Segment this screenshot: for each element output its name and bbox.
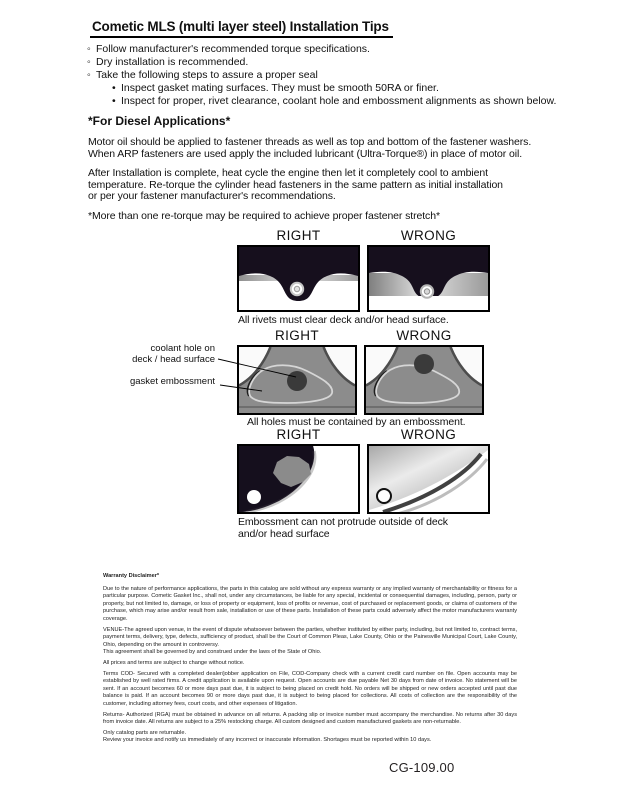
disclaimer-paragraph: Only catalog parts are returnable. <box>103 729 187 736</box>
paragraph-line: After Installation is complete, heat cycle the engine then let it completely cool to ambient <box>88 167 488 179</box>
hole-outside-illustration <box>366 347 482 413</box>
wrong-label: WRONG <box>396 328 452 343</box>
embossment-wrong-diagram <box>367 444 490 514</box>
page-code: CG-109.00 <box>389 760 455 775</box>
disclaimer-heading: Warranty Disclaimer* <box>103 573 160 579</box>
figure-right <box>237 428 360 514</box>
paragraph-line: temperature. Re-torque the cylinder head fasteners in the same pattern as initial installation <box>88 178 503 191</box>
hole-contained-illustration <box>239 347 355 413</box>
section-heading: *For Diesel Applications* <box>88 114 231 128</box>
rivet-caption: All rivets must clear deck and/or head surface. <box>238 314 449 326</box>
tip-text: Dry installation is recommended. <box>96 55 249 68</box>
coolant-hole-annotation <box>105 344 215 365</box>
embossment-protruding-illustration <box>369 446 488 512</box>
annotation-line: coolant hole on <box>150 343 215 354</box>
tip-text: Inspect gasket mating surfaces. They must be smooth 50RA or finer. <box>121 81 439 94</box>
tip-text: Follow manufacturer's recommended torque specifications. <box>96 43 370 55</box>
rivet-right-diagram <box>237 245 360 312</box>
embossment-inside-illustration <box>239 446 358 512</box>
wrong-label: WRONG <box>400 228 457 243</box>
right-label: RIGHT <box>276 228 321 243</box>
right-label: RIGHT <box>276 427 321 442</box>
tip-text: Take the following steps to assure a proper seal <box>96 68 318 81</box>
coolant-right-diagram <box>237 345 357 415</box>
figure-row-embossment <box>237 428 490 514</box>
diesel-section <box>88 114 531 222</box>
list-item <box>87 43 556 56</box>
list-item <box>87 56 556 69</box>
solid-bullet-icon: • <box>112 94 116 107</box>
list-item <box>87 69 556 82</box>
list-item <box>112 95 556 108</box>
figure-wrong <box>367 428 490 514</box>
rivet-wrong-diagram <box>367 245 490 312</box>
caption-line: and/or head surface <box>238 528 330 540</box>
solid-bullet-icon: • <box>112 81 116 94</box>
paragraph-line: When ARP fasteners are used apply the included lubricant (Ultra-Torque®) in place of motor oil. <box>88 147 523 160</box>
embossment-right-diagram <box>237 444 360 514</box>
figure-wrong <box>364 329 484 415</box>
disclaimer-paragraph: This agreement shall be governed by and construed under the laws of the State of Ohio. <box>103 649 322 656</box>
tips-list <box>87 43 556 108</box>
tip-text: Inspect for proper, rivet clearance, coolant hole and embossment alignments as shown below. <box>121 94 557 107</box>
disclaimer-paragraph: Due to the nature of performance applications, the parts in this catalog are sold without any express warranty or any implied warranty of merchantability or fitness for a particular purpose. Cometic Gasket Inc., shall not, under any circumstances, be liable for any special, incidental or consequential damages, including, person, party or property, but not limited to, damage, or loss of property or equipment, loss of profits or revenue, cost of purchased or replacement goods, or claims of customers of the purchase, which may arise and/or result from sale, installation or use of these parts. Installation of these parts could adversely affect the motor manufacturers warranty coverage. <box>103 585 517 622</box>
figure-right <box>237 229 360 312</box>
figure-row-coolant <box>237 329 484 415</box>
annotation-line: deck / head surface <box>132 353 215 365</box>
retorque-note: *More than one re-torque may be required to achieve proper fastener stretch* <box>88 209 440 222</box>
disclaimer-paragraph: Review your invoice and notify us immediately of any incorrect or inaccurate information. Shortages must be reported within 10 days. <box>103 737 432 744</box>
right-label: RIGHT <box>275 328 319 343</box>
rivet-clear-illustration <box>239 247 358 310</box>
wrong-label: WRONG <box>400 427 457 442</box>
open-bullet-icon: ◦ <box>87 43 91 55</box>
figure-wrong <box>367 229 490 312</box>
paragraph-line: or per your fastener manufacturer's recommendations. <box>88 190 336 202</box>
coolant-caption: All holes must be contained by an embossment. <box>247 416 466 428</box>
warranty-disclaimer <box>103 573 517 748</box>
coolant-wrong-diagram <box>364 345 484 415</box>
paragraph-line: Motor oil should be applied to fastener threads as well as top and bottom of the fastener washers. <box>88 136 532 148</box>
disclaimer-paragraph: Returns- Authorized (RGA) must be obtained in advance on all returns. A packing slip or invoice number must accompany the merchandise. No returns after 30 days from invoice date. All returns are subject to a 25% restocking charge. All custom designed and custom manufactured gaskets are non-returnable. <box>103 711 517 726</box>
caption-line: Embossment can not protrude outside of deck <box>238 516 448 528</box>
list-item <box>112 82 556 95</box>
rivet-touching-illustration <box>369 247 488 310</box>
disclaimer-paragraph: All prices and terms are subject to change without notice. <box>103 659 245 666</box>
gasket-embossment-annotation: gasket embossment <box>129 376 215 387</box>
figure-right <box>237 329 357 415</box>
embossment-caption <box>238 516 448 540</box>
open-bullet-icon: ◦ <box>87 68 91 81</box>
page-title: Cometic MLS (multi layer steel) Installation Tips <box>90 19 393 38</box>
open-bullet-icon: ◦ <box>87 55 91 68</box>
disclaimer-paragraph: VENUE-The agreed upon venue, in the event of dispute whatsoever between the parties, whether instituted by either party, including, but not limited to, contract terms, payment terms, delivery, type, defects, sufficiency of product, shall be the Court of Common Pleas, Lake County, Ohio or the Painesville Municipal Court, Lake County, Ohio, depending on the amount in controversy. <box>103 626 517 648</box>
figure-row-rivets <box>237 229 490 312</box>
disclaimer-paragraph: Terms COD- Secured with a completed dealer/jobber application on File, COD-Company check with a current credit card number on file. Open accounts may be established by well rated firms. A credit application is available upon request. Open accounts are due payable Net 30 days from date of invoice. No statement will be sent. If an account becomes 60 or more days past due, it is subject to being placed on credit hold. No orders will be shipped or new orders accepted until past due balance is paid. If an account becomes 90 or more days past due, it is subject to being placed for collections. All costs of collection are the responsibility of the customer, including attorney fees, court costs, and other expenses of litigation. <box>103 670 517 707</box>
